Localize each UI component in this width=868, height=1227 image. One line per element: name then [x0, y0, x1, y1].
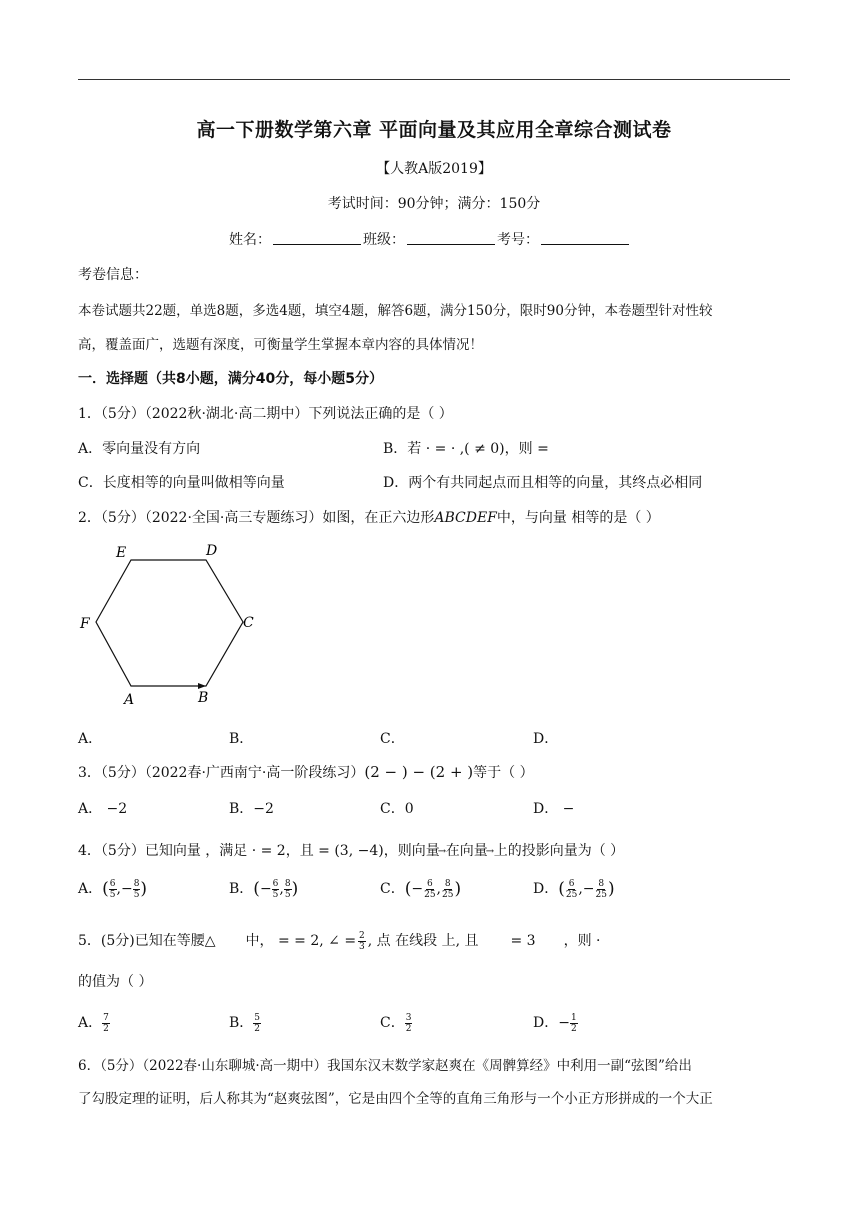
fraction — [595, 879, 608, 900]
student-info-row — [229, 229, 631, 249]
info-label: 考卷信息： — [78, 267, 148, 283]
header-rule — [78, 79, 790, 80]
numerator: 5 — [254, 1012, 261, 1023]
hexagon-shape — [96, 560, 243, 686]
q4-option-d-label: D． — [533, 881, 559, 897]
info-line-2: 高，覆盖面广，选题有深度，可衡量学生掌握本章内容的具体情况！ — [78, 337, 483, 353]
vertex-label-d: D — [206, 543, 218, 559]
q3-option-c[interactable]: C．0 — [380, 801, 414, 817]
q4-stem-mid: 在向量 — [445, 843, 488, 859]
fraction — [272, 879, 280, 900]
vector-arrow-icon: → — [485, 846, 495, 857]
vertex-label-f: F — [80, 616, 90, 632]
numerator: 8 — [133, 878, 140, 889]
q4-stem-text: 4．（5分）已知向量 ，满足 · = 2，且 = (3, −4)，则向量 — [78, 843, 440, 859]
q4-stem — [78, 840, 624, 860]
q5-option-c-label: C． — [380, 1015, 405, 1031]
denominator: 3 — [359, 941, 365, 952]
q5-option-b[interactable] — [229, 1012, 261, 1034]
sign: − — [411, 881, 424, 897]
denominator: 2 — [254, 1023, 261, 1034]
q4-option-b-label: B． — [229, 881, 254, 897]
paren-open: ( — [404, 879, 412, 899]
denominator: 2 — [405, 1023, 412, 1034]
paren-close: ) — [140, 879, 148, 899]
q1-option-a[interactable]: A．零向量没有方向 — [78, 441, 201, 457]
denominator: 25 — [442, 889, 454, 900]
paren-open: ( — [102, 879, 109, 899]
q1-option-b[interactable]: B．若 · = · ,( ≠ 0)，则 = — [383, 441, 549, 457]
class-label: 班级： — [363, 232, 405, 248]
q4-option-a-label: A． — [78, 881, 103, 897]
q5-stem — [78, 930, 600, 952]
q5-stem-part4: = 3 — [510, 933, 536, 949]
q1-option-d[interactable]: D．两个有共同起点而且相等的向量，其终点必相同 — [383, 475, 703, 491]
denominator: 5 — [284, 889, 291, 900]
numerator: 3 — [405, 1012, 412, 1023]
vertex-label-a: A — [124, 692, 135, 708]
denominator: 25 — [595, 889, 607, 900]
q3-option-d[interactable]: D． − — [533, 801, 575, 817]
hexagon-figure — [76, 538, 266, 710]
numerator: 1 — [570, 1012, 577, 1023]
name-label: 姓名： — [229, 232, 271, 248]
fraction — [109, 879, 117, 900]
q5-option-d-label: D． — [533, 1015, 559, 1031]
fraction — [358, 931, 366, 952]
numerator: 6 — [568, 878, 575, 889]
sign: − — [259, 881, 272, 897]
number-blank[interactable] — [541, 232, 629, 245]
edition-label: 【人教A版2019】 — [376, 161, 492, 177]
q4-option-d[interactable]: D．( $\frac{6}{25}$ ,− $\frac{8}{25}$ ) — [533, 878, 615, 900]
denominator: 2 — [570, 1023, 577, 1034]
vector-ab-arrowhead — [198, 683, 206, 689]
q3-stem-text: 3．（5分）（2022春·广西南宁·高一阶段练习） — [78, 765, 365, 781]
sign: − — [582, 881, 595, 897]
q2-option-a[interactable]: A． — [78, 731, 103, 747]
fraction — [405, 1013, 413, 1034]
denominator: 25 — [424, 889, 436, 900]
vertex-label-b: B — [198, 690, 209, 706]
numerator: 8 — [284, 878, 291, 889]
q3-option-a[interactable]: A． −2 — [78, 801, 128, 817]
q1-option-c[interactable]: C．长度相等的向量叫做相等向量 — [78, 475, 285, 491]
numerator: 6 — [109, 878, 116, 889]
q2-stem-text: 2．（5分）（2022·全国·高三专题练习）如图，在正六边形 — [78, 510, 435, 526]
q5-option-c[interactable] — [380, 1012, 412, 1034]
fraction — [570, 1013, 578, 1034]
numerator: 2 — [359, 930, 365, 941]
numerator: 6 — [272, 878, 279, 889]
q3-stem — [78, 762, 534, 782]
q4-option-b[interactable]: B．(− $\frac{6}{5}$ , $\frac{8}{5}$ ) — [229, 878, 299, 900]
paren-close: ) — [607, 879, 615, 899]
numerator: 7 — [103, 1012, 109, 1023]
page-title: 高一下册数学第六章 平面向量及其应用全章综合测试卷 — [196, 119, 672, 141]
info-line-1: 本卷试题共22题，单选8题，多选4题，填空4题，解答6题，满分150分，限时90分钟，本卷题型针对性较 — [78, 303, 713, 319]
denominator: 5 — [109, 889, 116, 900]
vertex-label-c: C — [243, 615, 254, 631]
q4-option-c-label: C． — [380, 881, 405, 897]
q5-stem-part3: , 点 在线段 上, 且 — [367, 933, 479, 949]
q3-stem-tail: 等于（ ） — [473, 765, 534, 781]
q2-option-b[interactable]: B． — [229, 731, 254, 747]
q5-stem-text: 5．(5分)已知在等腰△ — [78, 933, 216, 949]
fraction — [565, 879, 578, 900]
vertex-label-e: E — [116, 545, 127, 561]
paren-close: ) — [454, 879, 462, 899]
numerator: 8 — [444, 878, 451, 889]
q5-option-b-label: B． — [229, 1015, 254, 1031]
sign: − — [558, 1015, 570, 1031]
fraction — [441, 879, 454, 900]
denominator: 25 — [565, 889, 578, 900]
q6-line-2: 了勾股定理的证明，后人称其为“赵爽弦图”，它是由四个全等的直角三角形与一个小正方形拼成的一个大正 — [78, 1091, 713, 1107]
numerator: 6 — [426, 878, 433, 889]
denominator: 2 — [103, 1023, 109, 1034]
q2-option-c[interactable]: C． — [380, 731, 405, 747]
number-label: 考号： — [497, 232, 539, 248]
q1-stem: 1．（5分）（2022秋·湖北·高二期中）下列说法正确的是（ ） — [78, 406, 453, 422]
fraction — [102, 1013, 110, 1034]
paren-open: ( — [558, 879, 565, 899]
q3-expression: (2 − ) − (2 + ) — [364, 763, 474, 781]
q5-option-a-label: A． — [78, 1015, 103, 1031]
q3-option-b[interactable]: B．−2 — [229, 801, 274, 817]
q2-option-d[interactable]: D． — [533, 731, 559, 747]
q5-stem-part2: 中， = = 2, ∠ = — [245, 933, 357, 949]
section-heading: 一．选择题（共8小题，满分40分，每小题5分） — [78, 371, 383, 387]
q5-stem-part5: ，则 · — [563, 933, 601, 949]
paren-close: ) — [291, 879, 299, 899]
name-blank[interactable] — [273, 232, 361, 245]
q4-option-a[interactable]: A．( $\frac{6}{5}$ ,− $\frac{8}{5}$ ) — [78, 878, 148, 900]
q5-option-d[interactable] — [533, 1012, 578, 1034]
paren-open: ( — [253, 879, 260, 899]
class-blank[interactable] — [407, 232, 495, 245]
q5-stem-line-2: 的值为（ ） — [78, 974, 153, 990]
exam-info: 考试时间：90分钟；满分：150分 — [327, 196, 541, 212]
fraction — [423, 879, 436, 900]
q4-stem-tail: 上的投影向量为（ ） — [493, 843, 625, 859]
fraction — [253, 1013, 261, 1034]
sign: − — [120, 881, 133, 897]
q2-stem-tail: 中，与向量 相等的是（ ） — [496, 510, 660, 526]
denominator: 5 — [272, 889, 279, 900]
vector-arrow-icon: → — [437, 846, 447, 857]
fraction — [284, 879, 292, 900]
q6-line-1: 6．（5分）（2022春·山东聊城·高一期中）我国东汉末数学家赵爽在《周髀算经》中利用一副“弦图”给出 — [78, 1058, 692, 1074]
numerator: 8 — [598, 878, 605, 889]
q2-hexagon-name: ABCDEF — [434, 510, 497, 526]
q4-option-c[interactable]: C．(− $\frac{6}{25}$ , $\frac{8}{25}$ ) — [380, 878, 462, 900]
q2-stem — [78, 507, 660, 527]
denominator: 5 — [133, 889, 140, 900]
q5-option-a[interactable] — [78, 1012, 110, 1034]
